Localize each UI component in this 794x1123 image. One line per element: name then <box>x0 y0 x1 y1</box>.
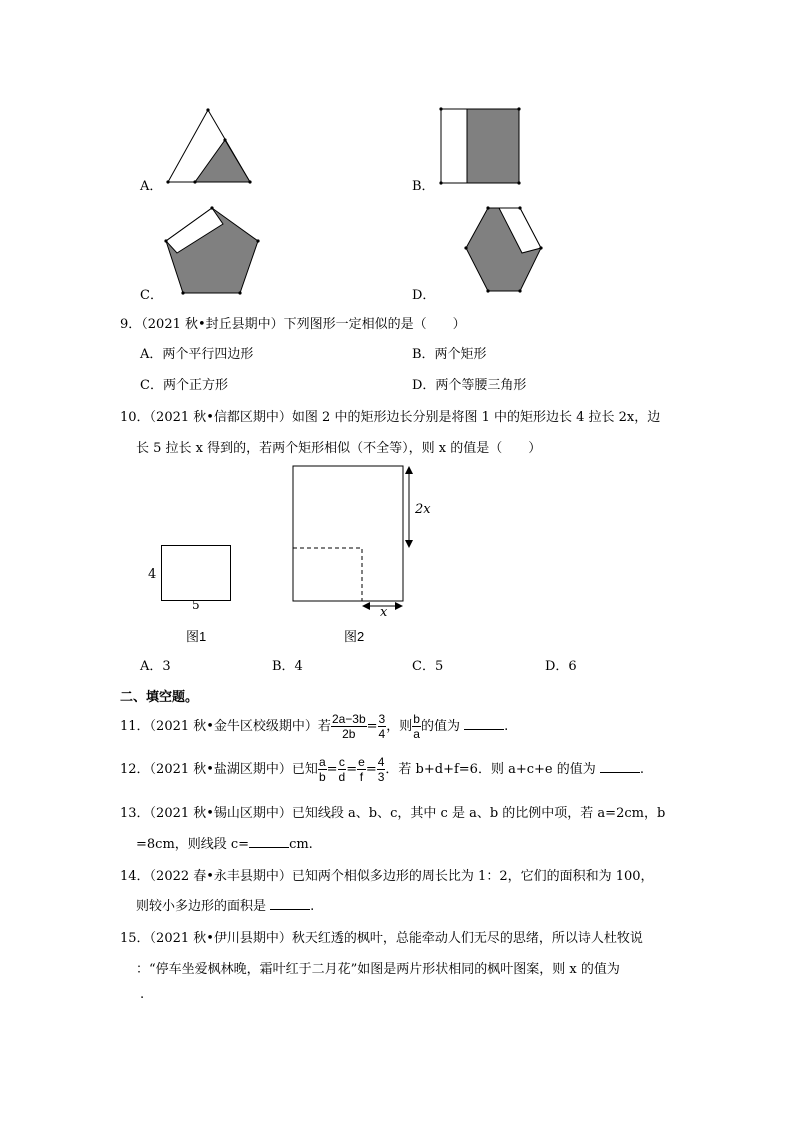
question-11-prefix: 11．（2021 秋•金牛区校级期中）若 <box>120 719 331 734</box>
question-15-line3: . <box>140 987 145 1002</box>
question-9-option-c: C．两个正方形 <box>140 378 228 393</box>
question-9-option-d: D．两个等腰三角形 <box>412 378 527 393</box>
question-14-answer-blank <box>270 897 310 910</box>
option-d-hexagon-figure <box>462 203 546 298</box>
question-14-line1: 14．（2022 春•永丰县期中）已知两个相似多边形的周长比为 1：2，它们的面积和为 100， <box>120 869 654 884</box>
question-12-middle: ．若 b+d+f=6．则 a+c+e 的值为 <box>385 762 596 777</box>
figure-2-diagram <box>286 460 436 620</box>
question-14-line2: 则较小多边形的面积是 . <box>136 899 315 914</box>
question-10-option-a: A．3 <box>140 659 171 674</box>
question-10-option-d: D．6 <box>545 659 577 674</box>
question-13-line1: 13．（2021 秋•锡山区期中）已知线段 a、b、c，其中 c 是 a、b 的比例中项，若 a=2cm，b <box>120 806 666 821</box>
question-9-option-b: B．两个矩形 <box>412 347 487 362</box>
section-fill-in-heading: 二、填空题。 <box>120 690 199 705</box>
option-d-label: D． <box>412 288 436 303</box>
question-13-line2: =8cm，则线段 c= cm. <box>136 837 313 852</box>
option-b-rectangle-figure <box>436 104 526 188</box>
question-11-fraction-2: $\frac{3}{4}$ <box>378 712 386 741</box>
question-10-option-c: C．5 <box>412 659 444 674</box>
figure-2-caption: 图2 <box>344 629 365 644</box>
question-10-option-b: B．4 <box>272 659 303 674</box>
question-13-answer-blank <box>249 835 289 848</box>
question-12: 12．（2021 秋•盐湖区期中）已知 $\frac{a}{b}$ = $\frac{c}{d}$ = $\frac{e}{f}$ = $\frac{4}{3}$ ．若 b+d+f=6．则 a+c+e 的值为 . <box>120 755 644 784</box>
figure-1-side-4: 4 <box>148 567 157 582</box>
question-11: 11．（2021 秋•金牛区校级期中）若 $\frac{2a-3b}{2b}$ = $\frac{3}{4}$ ，则 $\frac{b}{a}$ 的值为 . <box>120 712 509 741</box>
figure-2-label-x: x <box>380 605 388 620</box>
question-10-stem-line1: 10．（2021 秋•信都区期中）如图 2 中的矩形边长分别是将图 1 中的矩形边长 4 拉长 2x，边 <box>120 410 661 425</box>
option-c-label: C． <box>140 288 163 303</box>
option-a-triangle-figure <box>160 105 260 187</box>
question-10-stem-line2: 长 5 拉长 x 得到的，若两个矩形相似（不全等），则 x 的值是（ ） <box>136 441 542 456</box>
question-12-prefix: 12．（2021 秋•盐湖区期中）已知 <box>120 762 318 777</box>
figure-1-caption: 图1 <box>186 629 207 644</box>
option-c-pentagon-figure <box>160 203 264 298</box>
option-a-label: A． <box>140 179 163 194</box>
question-11-fraction-1: $\frac{2a-3b}{2b}$ <box>331 712 366 741</box>
question-11-fraction-3: $\frac{b}{a}$ <box>413 712 420 741</box>
figure-1-side-5: 5 <box>192 598 200 612</box>
question-12-answer-blank <box>600 760 640 773</box>
question-9-option-a: A．两个平行四边形 <box>140 347 254 362</box>
figure-1-rectangle <box>161 545 231 601</box>
option-b-label: B． <box>412 179 435 194</box>
question-11-answer-blank <box>464 717 504 730</box>
figure-2-label-2x: 2x <box>415 502 431 517</box>
question-15-line1: 15．（2021 秋•伊川县期中）秋天红透的枫叶，总能牵动人们无尽的思绪，所以诗人杜牧说 <box>120 931 643 946</box>
question-9-stem: 9．（2021 秋•封丘县期中）下列图形一定相似的是（ ） <box>120 317 466 332</box>
question-15-line2: ：“停车坐爱枫林晚，霜叶红于二月花”如图是两片形状相同的枫叶图案，则 x 的值为 <box>136 962 620 977</box>
